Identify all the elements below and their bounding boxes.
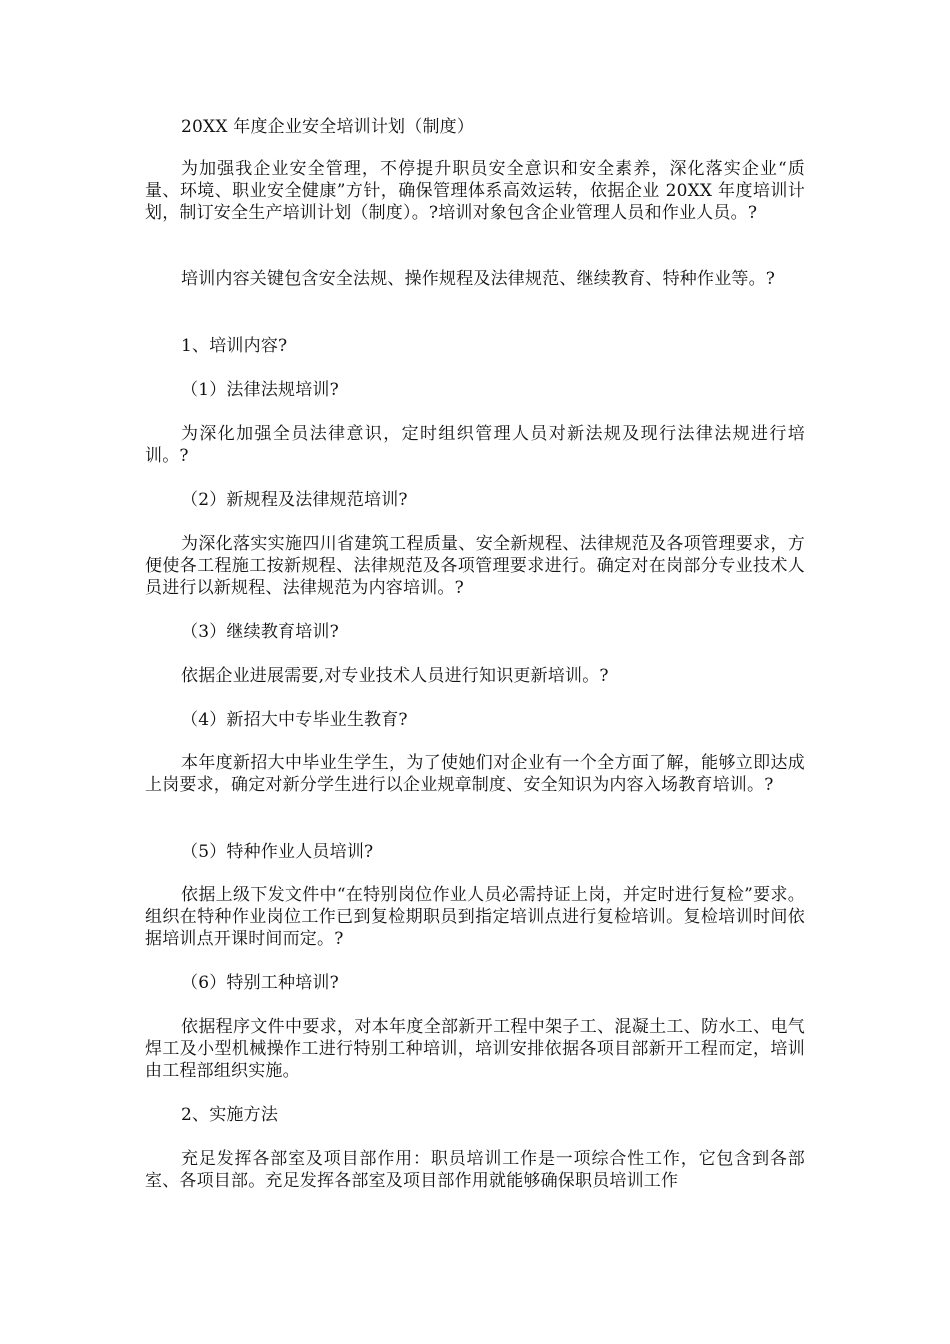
section-heading-training-content: 1、培训内容? [181, 336, 288, 356]
section-heading-implementation: 2、实施方法 [181, 1105, 279, 1125]
paragraph-intro: 为加强我企业安全管理，不停提升职员安全意识和安全素养，深化落实企业“质量、环境、职业安全健康”方针，确保管理体系高效运转，依据企业 20XX 年度培训计划，制订安全生产培训计划（制度）。?培训对象包含企业管理人员和作业人员。? [145, 159, 805, 223]
subheading-new-regulations: （2）新规程及法律规范培训? [181, 490, 408, 510]
paragraph-special-operations: 依据上级下发文件中“在特别岗位作业人员必需持证上岗，并定时进行复检”要求。组织在特种作业岗位工作已到复检期职员到指定培训点进行复检培训。复检培训时间依据培训点开课时间而定。? [145, 885, 805, 949]
subheading-graduate-education: （4）新招大中专毕业生教育? [181, 710, 408, 730]
paragraph-special-trades: 依据程序文件中要求，对本年度全部新开工程中架子工、混凝土工、防水工、电气焊工及小型机械操作工进行特别工种培训，培训安排依据各项目部新开工程而定，培训由工程部组织实施。 [145, 1017, 805, 1081]
subheading-law-training: （1）法律法规培训? [181, 380, 339, 400]
subheading-special-trades: （6）特别工种培训? [181, 973, 339, 993]
paragraph-graduate-education: 本年度新招大中毕业生学生，为了使她们对企业有一个全方面了解，能够立即达成上岗要求，确定对新分学生进行以企业规章制度、安全知识为内容入场教育培训。? [145, 753, 805, 795]
paragraph-new-regulations: 为深化落实实施四川省建筑工程质量、安全新规程、法律规范及各项管理要求，方便使各工程施工按新规程、法律规范及各项管理要求进行。确定对在岗部分专业技术人员进行以新规程、法律规范为内容培训。? [145, 534, 805, 598]
paragraph-law-training: 为深化加强全员法律意识，定时组织管理人员对新法规及现行法律法规进行培训。? [145, 424, 805, 466]
document-title: 20XX 年度企业安全培训计划（制度） [181, 117, 475, 137]
paragraph-implementation: 充足发挥各部室及项目部作用：职员培训工作是一项综合性工作，它包含到各部室、各项目部。充足发挥各部室及项目部作用就能够确保职员培训工作 [145, 1149, 805, 1191]
subheading-continuing-education: （3）继续教育培训? [181, 622, 339, 642]
paragraph-content-summary: 培训内容关键包含安全法规、操作规程及法律规范、继续教育、特种作业等。? [181, 269, 776, 289]
subheading-special-operations: （5）特种作业人员培训? [181, 842, 374, 862]
paragraph-continuing-education: 依据企业进展需要,对专业技术人员进行知识更新培训。? [181, 666, 609, 686]
